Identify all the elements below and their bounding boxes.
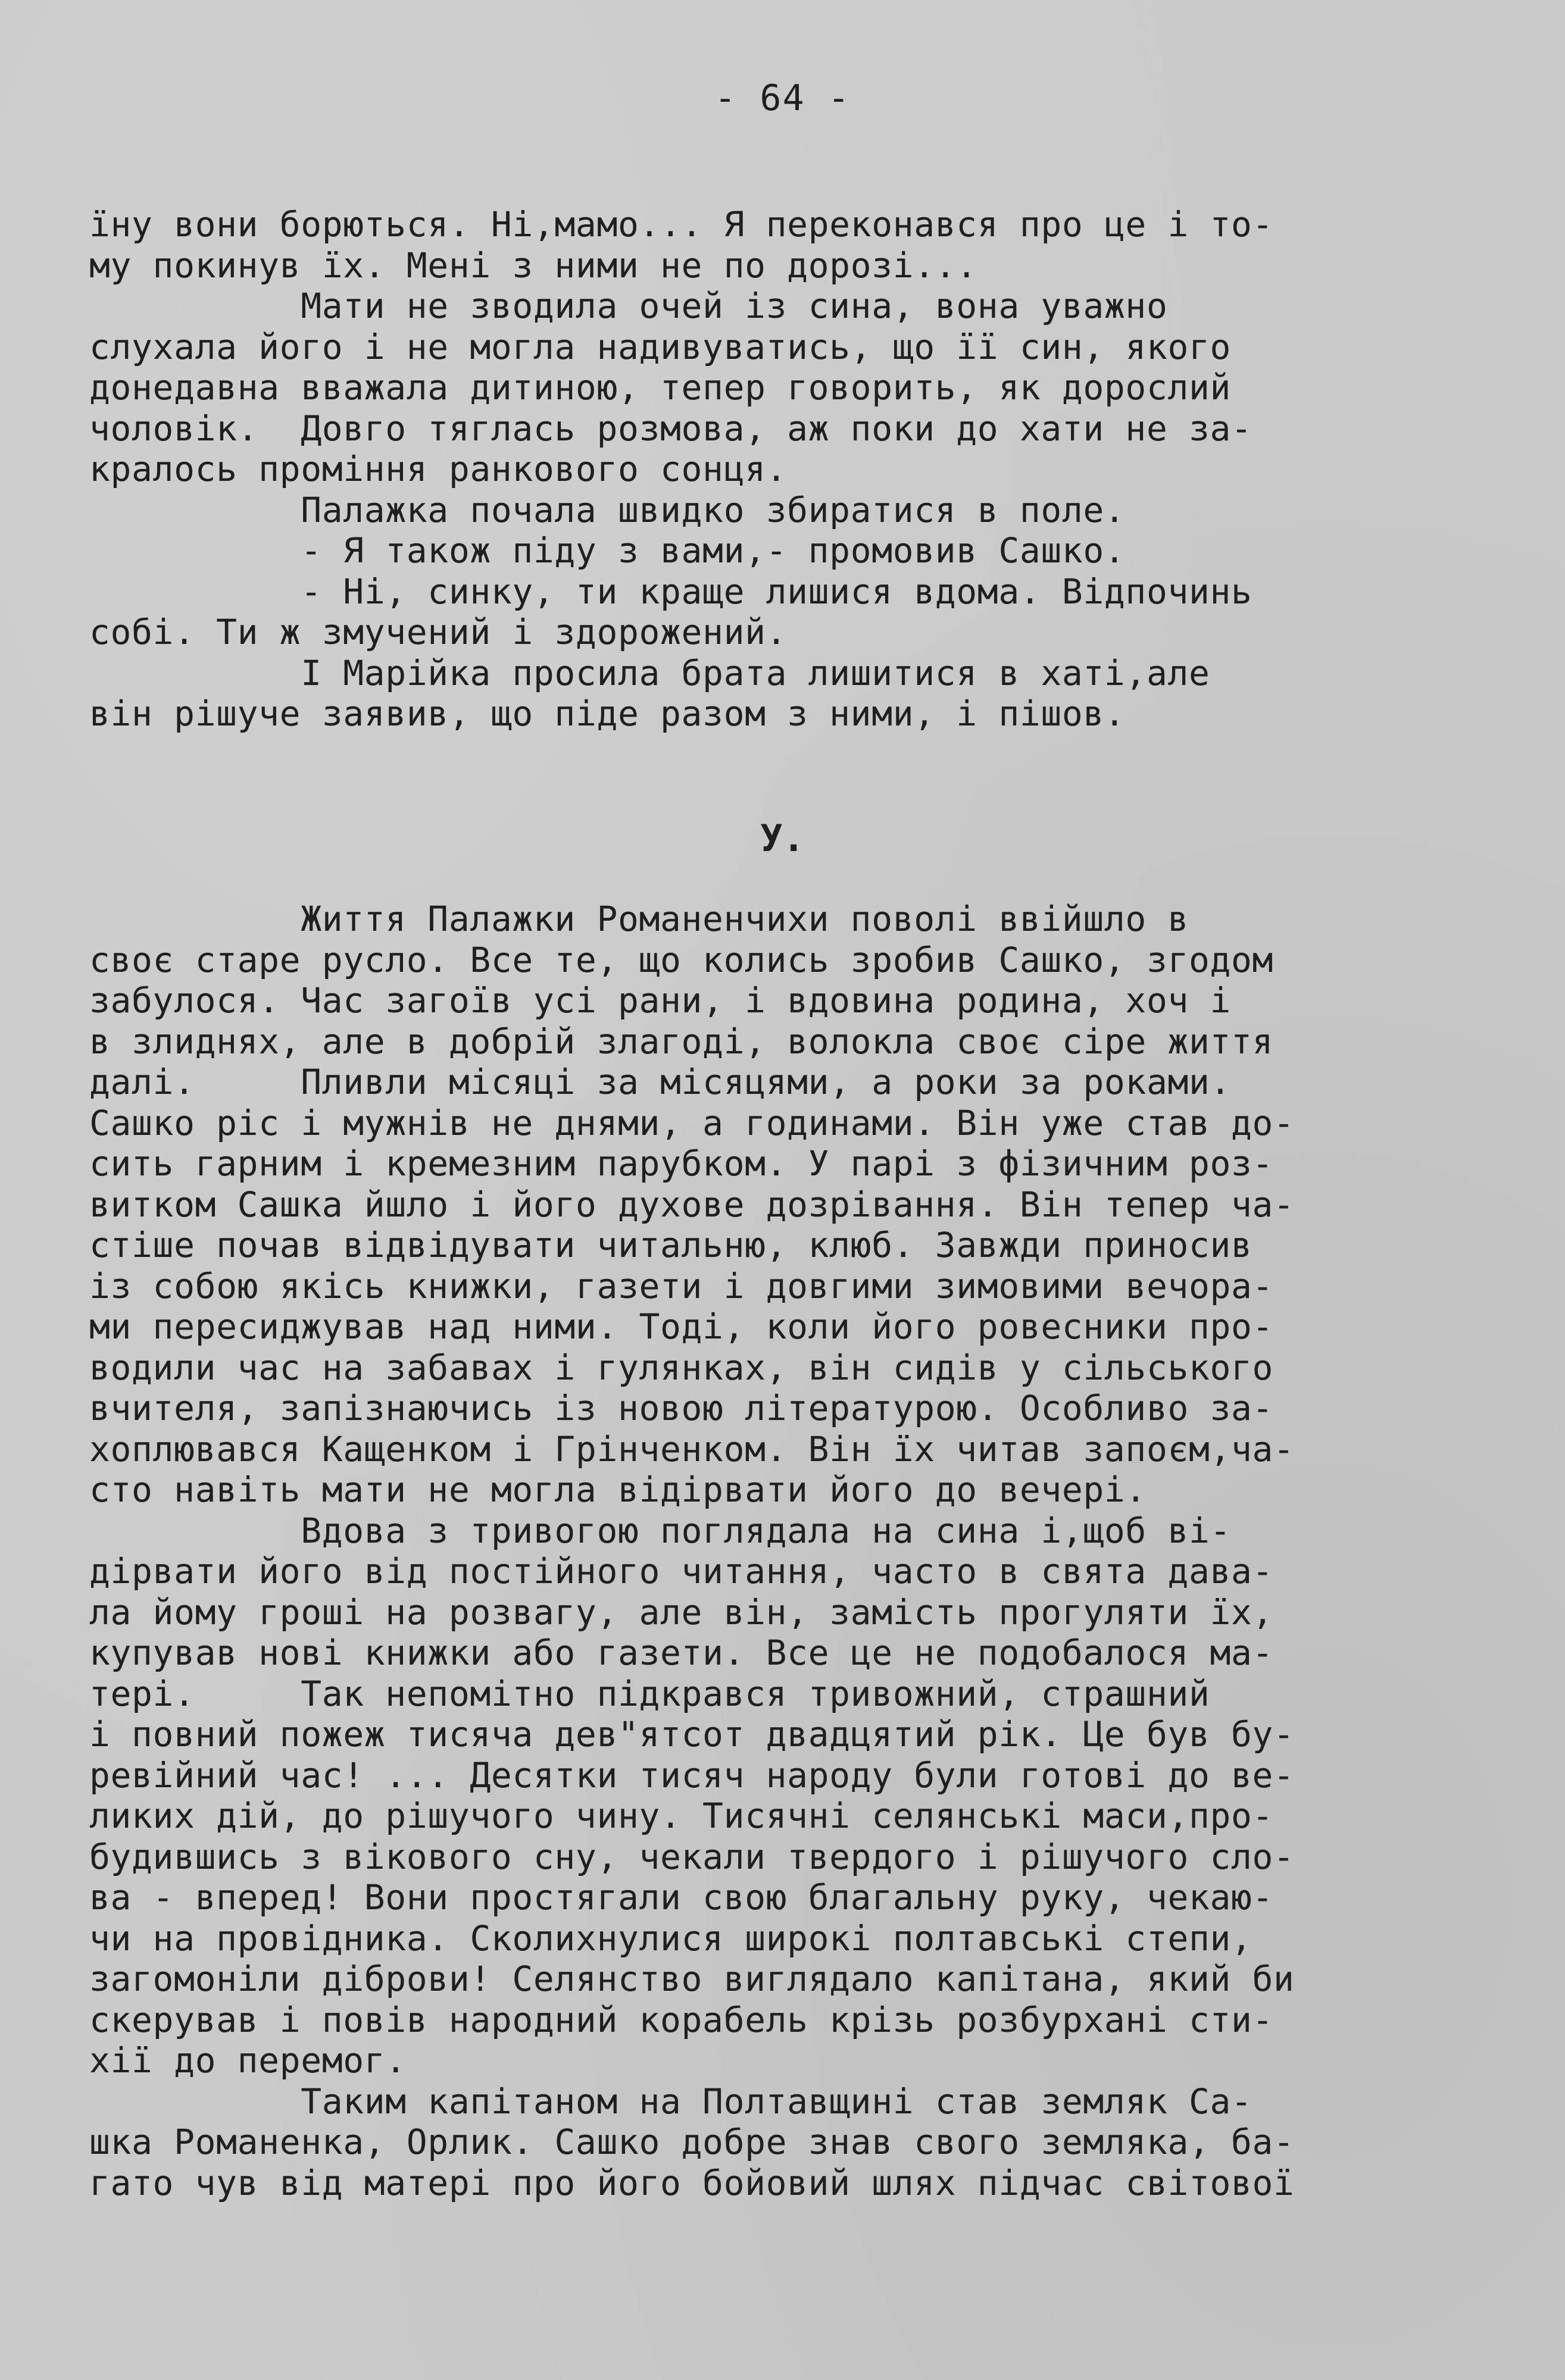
- text-line: далі. Пливли місяці за місяцями, а роки за роками.: [89, 1062, 1232, 1102]
- text-line: купував нові книжки або газети. Все це не подобалося ма-: [89, 1632, 1274, 1673]
- text-section-2: [89, 899, 1476, 2203]
- text-line: сить гарним і кремезним парубком. У парі з фізичним роз-: [89, 1143, 1274, 1184]
- text-line: ревійний час! ... Десятки тисяч народу були готові до ве-: [89, 1754, 1295, 1796]
- text-line: Сашко ріс і мужнів не днями, а годинами. Він уже став до-: [89, 1102, 1295, 1143]
- text-line: Життя Палажки Романенчихи поволі ввійшло в: [89, 899, 1189, 939]
- chapter-heading: У.: [760, 817, 805, 860]
- text-line: Таким капітаном на Полтавщині став земляк Са-: [89, 2081, 1252, 2122]
- text-line: забулося. Час загоїв усі рани, і вдовина родина, хоч і: [89, 980, 1232, 1021]
- page-number: - 64 -: [714, 77, 851, 119]
- text-line: шка Романенка, Орлик. Сашко добре знав свого земляка, ба-: [89, 2122, 1295, 2162]
- text-line: ла йому гроші на розвагу, але він, замість прогуляти їх,: [89, 1591, 1274, 1632]
- text-line: му покинув їх. Мені з ними не по дорозі...: [89, 245, 977, 286]
- text-line: - Ні, синку, ти краще лишися вдома. Відпочинь: [89, 571, 1252, 612]
- text-line: із собою якісь книжки, газети і довгими зимовими вечора-: [89, 1265, 1274, 1306]
- text-line: хії до перемог.: [89, 2040, 407, 2081]
- text-line: - Я також піду з вами,- промовив Сашко.: [89, 530, 1126, 571]
- text-line: донедавна вважала дитиною, тепер говорить, як дорослий: [89, 367, 1232, 408]
- text-line: скерував і повів народний корабель крізь розбурхані сти-: [89, 1999, 1274, 2040]
- text-line: дірвати його від постійного читання, часто в свята дава-: [89, 1551, 1274, 1591]
- text-line: кралось проміння ранкового сонця.: [89, 449, 788, 489]
- text-line: в злиднях, але в добрій злагоді, волокла своє сіре життя: [89, 1021, 1274, 1062]
- text-line: хоплювався Кащенком і Грінченком. Він їх читав запоєм,ча-: [89, 1428, 1295, 1469]
- text-line: своє старе русло. Все те, що колись зробив Сашко, згодом: [89, 939, 1274, 980]
- text-line: загомоніли діброви! Селянство виглядало капітана, який би: [89, 1959, 1295, 1999]
- text-line: чоловік. Довго тяглась розмова, аж поки до хати не за-: [89, 408, 1252, 449]
- text-line: і повний пожеж тисяча дев"ятсот двадцятий рік. Це був бу-: [89, 1714, 1295, 1754]
- text-line: ликих дій, до рішучого чину. Тисячні селянські маси,про-: [89, 1796, 1274, 1836]
- text-line: слухала його і не могла надивуватись, що її син, якого: [89, 326, 1232, 367]
- text-line: Вдова з тривогою поглядала на сина і,щоб ві-: [89, 1510, 1232, 1551]
- text-section-1: [89, 204, 1476, 734]
- text-line: він рішуче заявив, що піде разом з ними, і пішов.: [89, 693, 1126, 734]
- text-line: чи на провідника. Сколихнулися широкі полтавські степи,: [89, 1918, 1252, 1959]
- text-line: тері. Так непомітно підкрався тривожний, страшний: [89, 1673, 1210, 1714]
- text-line: собі. Ти ж змучений і здорожений.: [89, 612, 788, 652]
- text-line: витком Сашка йшло і його духове дозрівання. Він тепер ча-: [89, 1184, 1295, 1225]
- text-line: Мати не зводила очей із сина, вона уважно: [89, 286, 1168, 326]
- text-line: ми пересиджував над ними. Тоді, коли його ровесники про-: [89, 1306, 1274, 1347]
- text-line: вчителя, запізнаючись із новою літературою. Особливо за-: [89, 1388, 1274, 1428]
- text-line: Палажка почала швидко збиратися в поле.: [89, 489, 1126, 530]
- text-line: гато чув від матері про його бойовий шлях підчас світової: [89, 2162, 1295, 2203]
- text-line: ва - вперед! Вони простягали свою благальну руку, чекаю-: [89, 1877, 1274, 1918]
- text-line: водили час на забавах і гулянках, він сидів у сільського: [89, 1347, 1274, 1388]
- text-line: сто навіть мати не могла відірвати його до вечері.: [89, 1469, 1147, 1510]
- text-line: їну вони борються. Ні,мамо... Я переконався про це і то-: [89, 204, 1274, 245]
- text-line: стіше почав відвідувати читальню, клюб. Завжди приносив: [89, 1225, 1252, 1265]
- text-line: І Марійка просила брата лишитися в хаті,але: [89, 652, 1210, 693]
- text-line: будившись з вікового сну, чекали твердого і рішучого сло-: [89, 1836, 1295, 1877]
